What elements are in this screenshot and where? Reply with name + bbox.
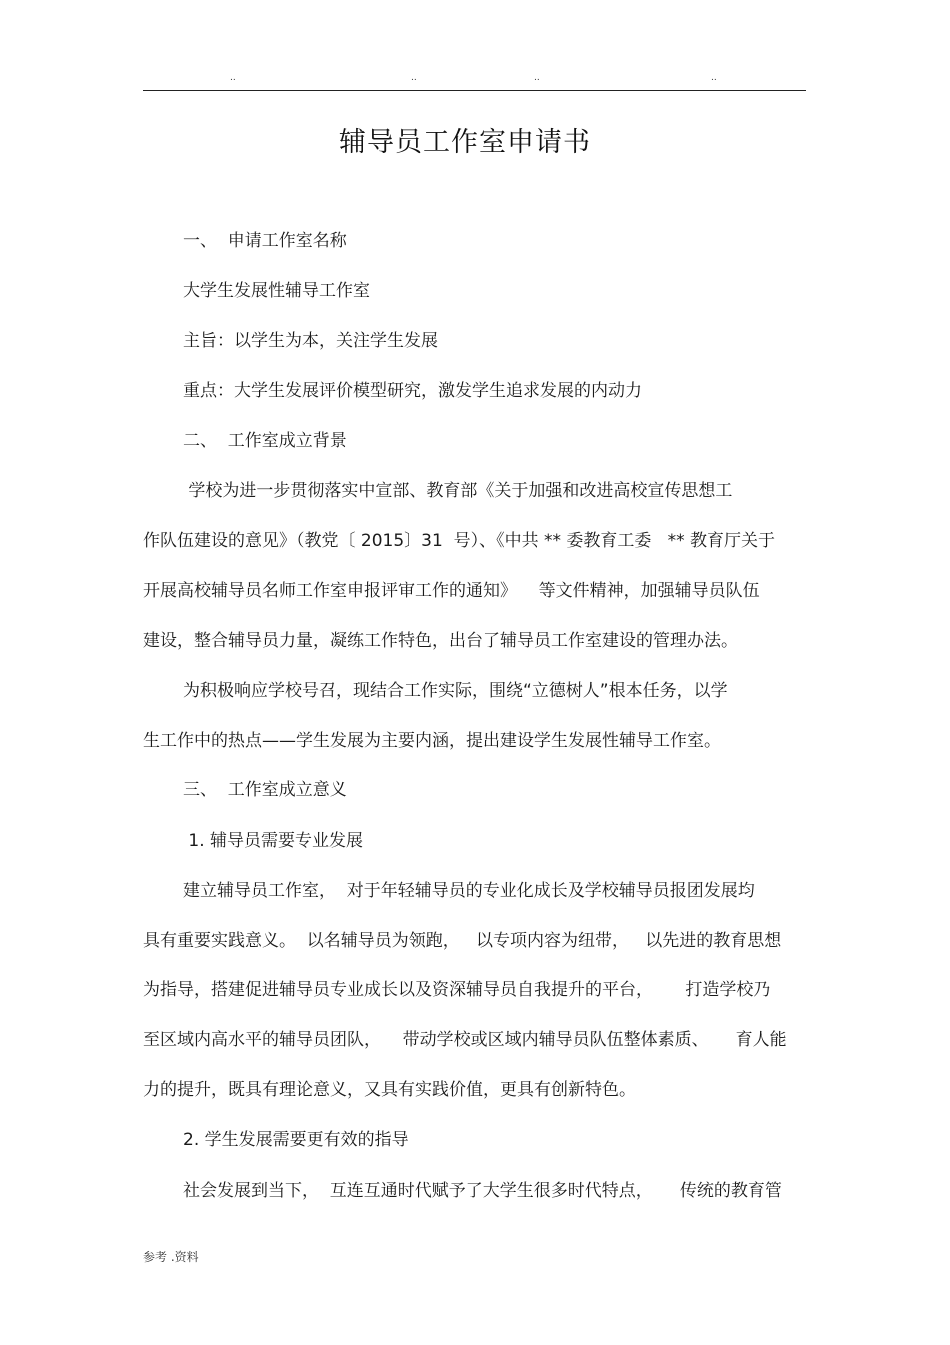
paragraph-line: 为指导，搭建促进辅导员专业成长以及资深辅导员自我提升的平台， 打造学校乃 xyxy=(143,980,771,1000)
subsection-heading-2: 2. 学生发展需要更有效的指导 xyxy=(183,1130,409,1150)
subsection-heading-1: 1. 辅导员需要专业发展 xyxy=(183,831,364,851)
paragraph-line: 为积极响应学校号召，现结合工作实际，围绕“立德树人”根本任务，以学 xyxy=(183,681,728,701)
document-title: 辅导员工作室申请书 xyxy=(339,127,591,158)
paragraph-line: 主旨：以学生为本，关注学生发展 xyxy=(183,331,438,351)
paragraph-line: 生工作中的热点——学生发展为主要内涵，提出建设学生发展性辅导工作室。 xyxy=(143,731,721,751)
section-heading-1: 一、 申请工作室名称 xyxy=(183,231,347,251)
header-mark: .. xyxy=(711,73,717,83)
paragraph-line: 建设，整合辅导员力量，凝练工作特色，出台了辅导员工作室建设的管理办法。 xyxy=(143,631,738,651)
page-footer: 参考 .资料 xyxy=(143,1250,199,1264)
page-header-marks xyxy=(0,74,950,88)
header-mark: .. xyxy=(411,73,417,83)
header-divider xyxy=(143,90,806,91)
paragraph-line: 学校为进一步贯彻落实中宣部、教育部《关于加强和改进高校宣传思想工 xyxy=(183,481,733,501)
section-heading-2: 二、 工作室成立背景 xyxy=(183,431,347,451)
paragraph-line: 至区域内高水平的辅导员团队， 带动学校或区域内辅导员队伍整体素质、 育人能 xyxy=(143,1030,787,1050)
header-mark: .. xyxy=(534,73,540,83)
paragraph-line: 重点：大学生发展评价模型研究，激发学生追求发展的内动力 xyxy=(183,381,642,401)
paragraph-line: 开展高校辅导员名师工作室申报评审工作的通知》 等文件精神，加强辅导员队伍 xyxy=(143,581,760,601)
paragraph-line: 力的提升，既具有理论意义，又具有实践价值，更具有创新特色。 xyxy=(143,1080,636,1100)
paragraph-line: 建立辅导员工作室， 对于年轻辅导员的专业化成长及学校辅导员报团发展均 xyxy=(183,881,755,901)
paragraph-line: 大学生发展性辅导工作室 xyxy=(183,281,370,301)
section-heading-3: 三、 工作室成立意义 xyxy=(183,780,347,800)
header-mark: .. xyxy=(230,73,236,83)
paragraph-line: 作队伍建设的意见》（教党〔 2015〕31 号）、《中共 ** 委教育工委 ** 教育厅关于 xyxy=(143,531,776,551)
paragraph-line: 社会发展到当下， 互连互通时代赋予了大学生很多时代特点， 传统的教育管 xyxy=(183,1181,782,1201)
paragraph-line: 具有重要实践意义。 以名辅导员为领跑， 以专项内容为纽带， 以先进的教育思想 xyxy=(143,931,782,951)
